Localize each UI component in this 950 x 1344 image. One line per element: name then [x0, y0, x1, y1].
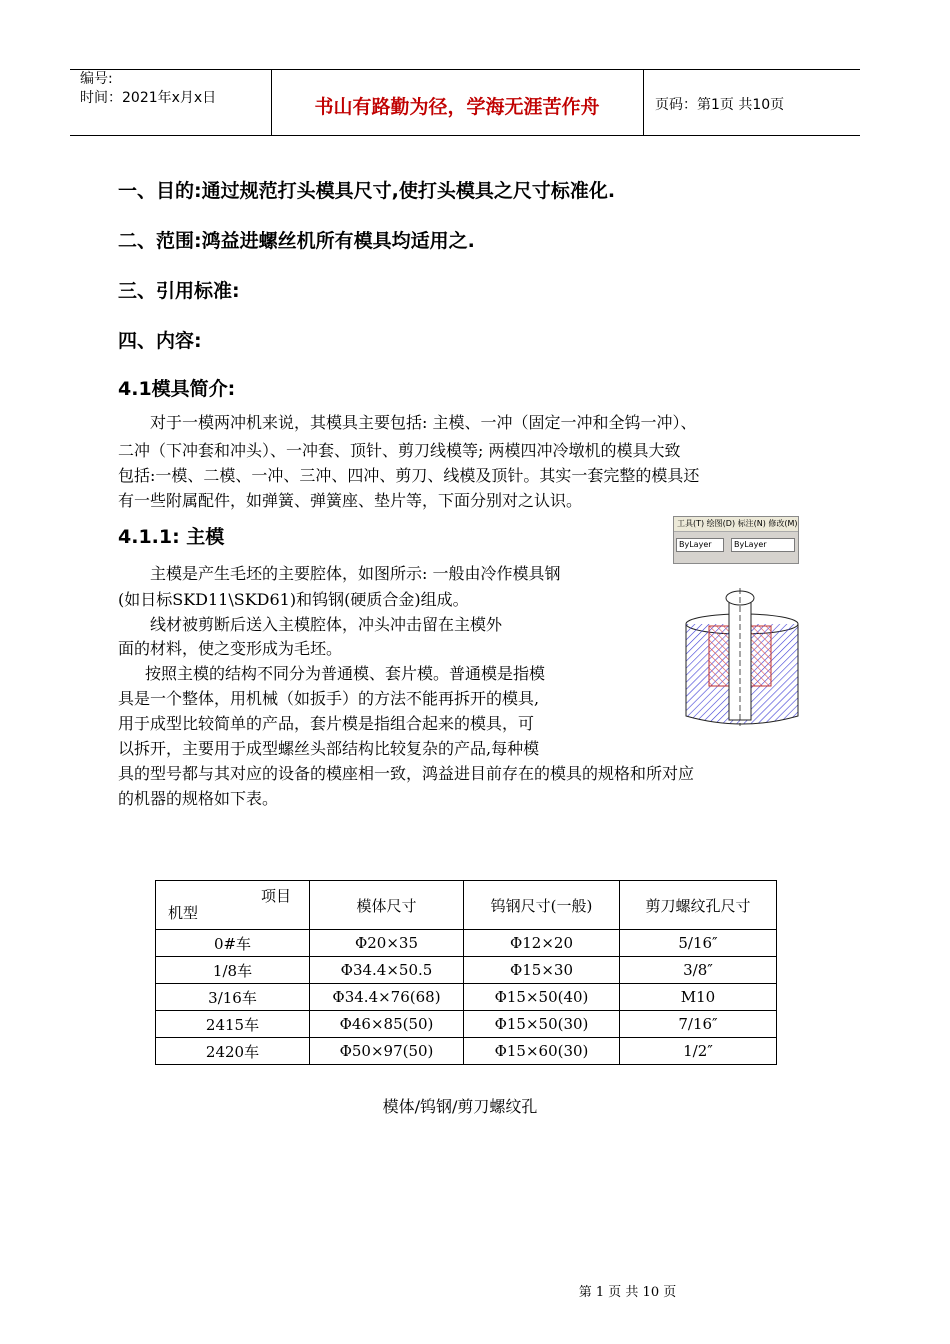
table-caption: 模体/钨钢/剪刀螺纹孔	[382, 1097, 538, 1116]
table-header-cell: 模体尺寸	[310, 881, 464, 930]
table-cell: Φ12×20	[464, 930, 620, 957]
section-references: 三、引用标准:	[118, 280, 240, 302]
paragraph-line: 包括:一模、二模、一冲、三冲、四冲、剪刀、线模及顶针。其实一套完整的模具还	[118, 466, 700, 485]
paragraph-line: 对于一模两冲机来说，其模具主要包括: 主模、一冲（固定一冲和全钨一冲）、	[150, 413, 697, 432]
section-purpose: 一、目的:通过规范打头模具尺寸,使打头模具之尺寸标准化.	[118, 180, 616, 202]
paragraph-line: 面的材料，使之变形成为毛坯。	[118, 639, 343, 658]
table-cell: Φ34.4×50.5	[310, 957, 464, 984]
table-row	[156, 957, 777, 984]
subsection-title-4-1: 4.1模具简介:	[118, 378, 236, 400]
table-cell: M10	[620, 984, 777, 1011]
paragraph-line: 具是一个整体，用机械（如扳手）的方法不能再拆开的模具,	[118, 689, 540, 708]
table-cell: Φ15×30	[464, 957, 620, 984]
subsection-title-4-1-1: 4.1.1: 主模	[118, 526, 225, 548]
section-content: 四、内容:	[118, 330, 202, 352]
cad-layer-row	[674, 532, 798, 552]
header-bottom-rule	[70, 135, 860, 136]
table-cell: 1/8车	[156, 957, 310, 984]
header-meta	[80, 70, 216, 108]
table-cell: Φ46×85(50)	[310, 1011, 464, 1038]
section-scope: 二、范围:鸿益进螺丝机所有模具均适用之.	[118, 230, 475, 252]
die-spec-table	[155, 880, 777, 1065]
table-cell: Φ34.4×76(68)	[310, 984, 464, 1011]
carbide-insert-right	[751, 626, 771, 686]
table-cell: Φ15×60(30)	[464, 1038, 620, 1065]
paragraph-line: 线材被剪断后送入主模腔体，冲头冲击留在主模外	[150, 615, 503, 634]
table-cell: 2420车	[156, 1038, 310, 1065]
table-row	[156, 1038, 777, 1065]
table-cell: 2415车	[156, 1011, 310, 1038]
paragraph-line: 用于成型比较简单的产品，套片模是指组合起来的模具，可	[118, 714, 535, 733]
carbide-insert-left	[709, 626, 729, 686]
doc-number-label: 编号:	[80, 71, 113, 87]
layer-dropdown: ByLayer	[676, 538, 724, 552]
header-page-info: 页码：第1页 共10页	[655, 97, 785, 113]
header-divider	[643, 69, 644, 136]
main-die-diagram	[683, 586, 801, 728]
table-corner-cell	[156, 881, 310, 930]
table-cell: 0#车	[156, 930, 310, 957]
corner-label-item: 项目	[260, 887, 291, 905]
paragraph-line: 具的型号都与其对应的设备的模座相一致，鸿益进目前存在的模具的规格和所对应	[118, 764, 695, 783]
doc-date: 时间：2021年x月x日	[80, 90, 217, 106]
table-cell: 7/16″	[620, 1011, 777, 1038]
table-header-cell: 钨钢尺寸(一般)	[464, 881, 620, 930]
table-row	[156, 1011, 777, 1038]
paragraph-line: 二冲（下冲套和冲头）、一冲套、顶针、剪刀线模等; 两模四冲冷墩机的模具大致	[118, 441, 681, 460]
table-cell: Φ15×50(40)	[464, 984, 620, 1011]
table-header-row	[156, 881, 777, 930]
cad-toolbar-figure	[673, 516, 799, 564]
paragraph-line: 的机器的规格如下表。	[118, 789, 279, 808]
corner-label-model: 机型	[168, 904, 199, 922]
paragraph-line: 有一些附属配件，如弹簧、弹簧座、垫片等，下面分别对之认识。	[118, 491, 583, 510]
table-cell: 3/16车	[156, 984, 310, 1011]
table-row	[156, 984, 777, 1011]
page-footer: 第 1 页 共 10 页	[578, 1285, 677, 1300]
paragraph-line: 按照主模的结构不同分为普通模、套片模。普通模是指模	[145, 664, 546, 683]
table-cell: 3/8″	[620, 957, 777, 984]
table-cell: Φ15×50(30)	[464, 1011, 620, 1038]
table-cell: 1/2″	[620, 1038, 777, 1065]
table-cell: 5/16″	[620, 930, 777, 957]
paragraph-line: 主模是产生毛坯的主要腔体，如图所示: 一般由冷作模具钢	[150, 564, 561, 583]
paragraph-line: 以拆开，主要用于成型螺丝头部结构比较复杂的产品,每种模	[118, 739, 540, 758]
table-cell: Φ50×97(50)	[310, 1038, 464, 1065]
table-header-cell: 剪刀螺纹孔尺寸	[620, 881, 777, 930]
paragraph-line: (如日标SKD11\SKD61)和钨钢(硬质合金)组成。	[118, 590, 469, 609]
cad-menu-bar: 工具(T) 绘图(D) 标注(N) 修改(M)	[674, 517, 798, 532]
linetype-dropdown: ByLayer	[731, 538, 795, 552]
table-row	[156, 930, 777, 957]
header-motto: 书山有路勤为径，学海无涯苦作舟	[314, 96, 600, 118]
table-cell: Φ20×35	[310, 930, 464, 957]
